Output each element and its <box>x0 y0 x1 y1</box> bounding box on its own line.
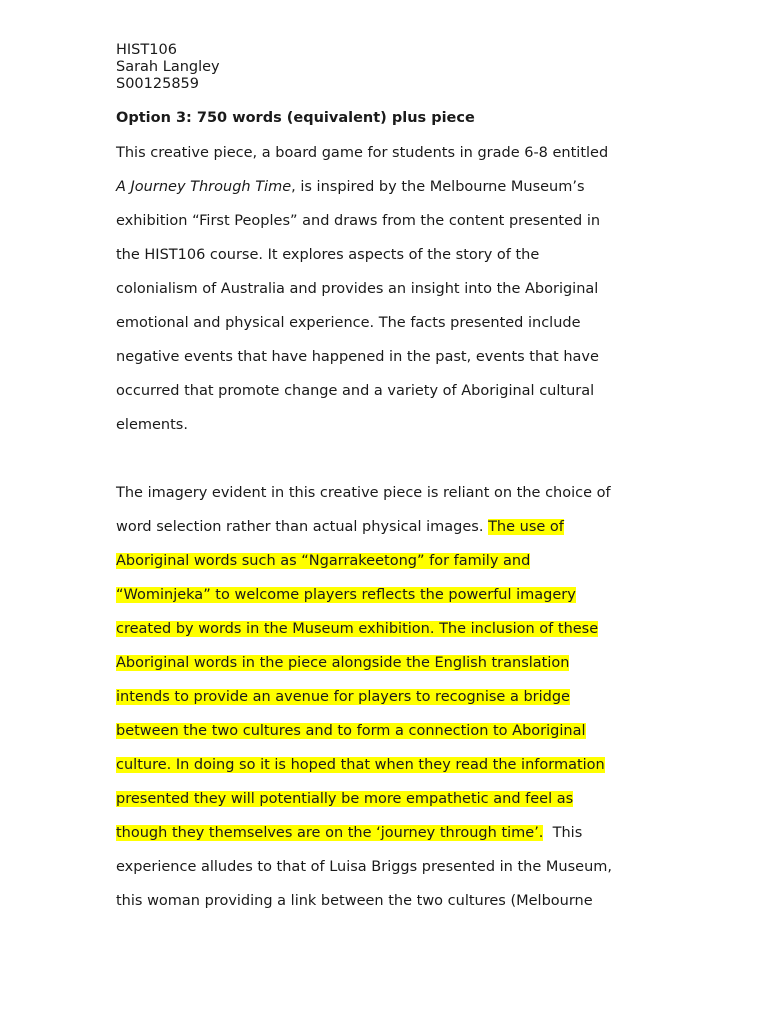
highlighted-text: though they themselves are on the ‘journey through time’. <box>116 825 544 841</box>
text-run: word selection rather than actual physical images. <box>116 519 489 535</box>
paragraph-2-line <box>116 653 569 673</box>
course-code: HIST106 <box>116 42 177 58</box>
paragraph-2-line <box>116 585 576 605</box>
paragraph-2-line <box>116 619 598 639</box>
paragraph-2-line <box>116 755 605 775</box>
author-name: Sarah Langley <box>116 59 220 75</box>
document-header <box>116 42 220 93</box>
highlighted-text: presented they will potentially be more empathetic and feel as <box>116 791 574 807</box>
student-id: S00125859 <box>116 76 200 92</box>
highlighted-text: The use of <box>488 519 564 535</box>
paragraph-2-line <box>116 551 530 571</box>
paragraph-2-line <box>116 789 573 809</box>
paragraph-1-line: negative events that have happened in the past, events that have <box>116 349 599 365</box>
highlighted-text: between the two cultures and to form a connection to Aboriginal <box>116 723 586 739</box>
paragraph-2-line <box>116 687 570 707</box>
paragraph-1-line: This creative piece, a board game for students in grade 6-8 entitled <box>116 145 609 161</box>
paragraph-1-line: exhibition “First Peoples” and draws from the content presented in <box>116 213 601 229</box>
paragraph-1-line: colonialism of Australia and provides an insight into the Aboriginal <box>116 281 599 297</box>
highlighted-text: intends to provide an avenue for players to recognise a bridge <box>116 689 570 705</box>
paragraph-2-line <box>116 823 582 843</box>
paragraph-1-line: occurred that promote change and a variety of Aboriginal cultural <box>116 383 595 399</box>
paragraph-1-line: emotional and physical experience. The facts presented include <box>116 315 581 331</box>
paragraph-1-line: the HIST106 course. It explores aspects of the story of the <box>116 247 540 263</box>
paragraph-2-line <box>116 721 586 741</box>
highlighted-text: culture. In doing so it is hoped that when they read the information <box>116 757 605 773</box>
assignment-heading: Option 3: 750 words (equivalent) plus piece <box>116 110 475 126</box>
highlighted-text: Aboriginal words in the piece alongside the English translation <box>116 655 570 671</box>
paragraph-2-line <box>116 517 564 537</box>
paragraph-2-line: The imagery evident in this creative piece is reliant on the choice of <box>116 485 611 501</box>
text-run: This <box>543 825 583 841</box>
game-title: A Journey Through Time <box>116 179 292 195</box>
paragraph-2-line: experience alludes to that of Luisa Briggs presented in the Museum, <box>116 859 612 875</box>
highlighted-text: created by words in the Museum exhibition. The inclusion of these <box>116 621 599 637</box>
text-run: , is inspired by the Melbourne Museum’s <box>291 179 585 195</box>
highlighted-text: Aboriginal words such as “Ngarrakeetong” for family and <box>116 553 531 569</box>
paragraph-1-line: elements. <box>116 417 188 433</box>
paragraph-2-line: this woman providing a link between the two cultures (Melbourne <box>116 893 593 909</box>
paragraph-1-line <box>116 177 585 197</box>
highlighted-text: “Wominjeka” to welcome players reflects the powerful imagery <box>116 587 576 603</box>
